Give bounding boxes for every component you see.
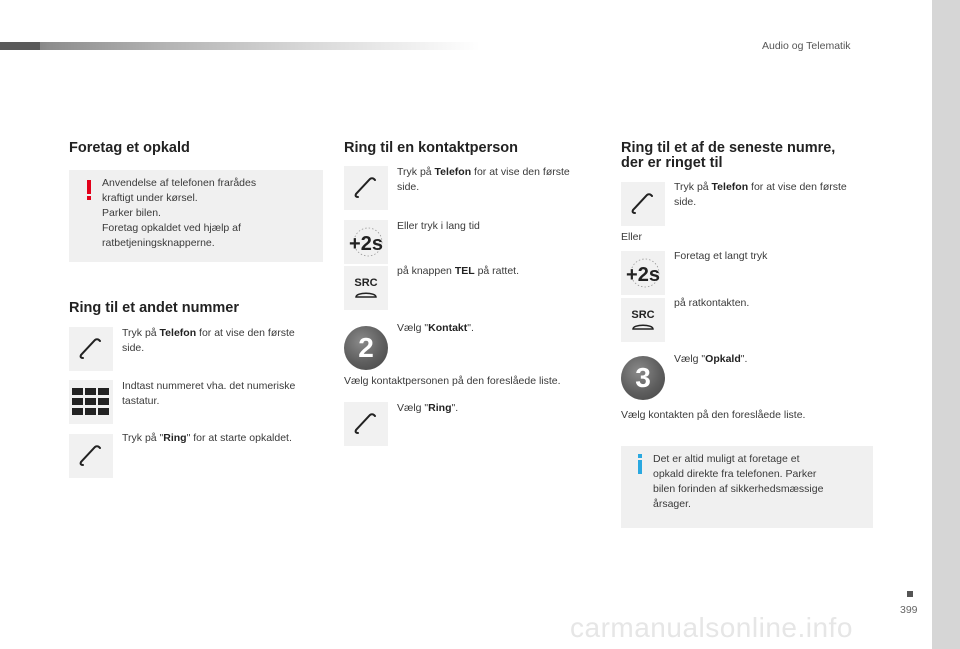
- phone-icon: [78, 443, 104, 469]
- long-press-icon-box: [344, 220, 388, 264]
- src-icon-box: [621, 298, 665, 342]
- phone-icon: [630, 191, 656, 217]
- text: Vælg ": [674, 353, 706, 365]
- title-line: Ring til et af de seneste numre,: [621, 140, 836, 156]
- phone-icon: [353, 175, 379, 201]
- src-label: SRC: [354, 276, 378, 289]
- text: Vælg ": [397, 322, 429, 334]
- warning-text: [102, 176, 317, 251]
- phone-icon-box: [69, 327, 113, 371]
- src-button-icon: [631, 310, 655, 331]
- text-bold: TEL: [454, 265, 475, 277]
- info-line: Det er altid muligt at foretage et: [653, 453, 800, 465]
- keypad-icon-box: [69, 380, 113, 424]
- header-gradient-bar: [0, 42, 480, 50]
- warning-line: ratbetjeningsknapperne.: [102, 237, 215, 249]
- col2-step5: Vælg kontaktpersonen på den foreslåede liste.: [344, 375, 561, 387]
- col3-step1: [674, 180, 879, 210]
- text: ".: [451, 402, 459, 414]
- text: for at vise den første: [196, 327, 295, 339]
- col2-step4: [397, 321, 474, 336]
- src-label: SRC: [631, 308, 655, 321]
- col2-step6: [397, 401, 458, 416]
- warning-line: Parker bilen.: [102, 207, 161, 219]
- page-number: 399: [900, 604, 918, 616]
- text: for at vise den første: [471, 166, 570, 178]
- src-button-icon: [354, 278, 378, 299]
- text-bold: Telefon: [159, 327, 197, 339]
- col1-title: Foretag et opkald: [69, 140, 190, 156]
- phone-icon-box: [344, 166, 388, 210]
- phone-icon: [78, 336, 104, 362]
- text: tastatur.: [122, 395, 160, 407]
- text: side.: [397, 181, 420, 193]
- col2-step1: [397, 165, 602, 195]
- section-header: Audio og Telematik: [762, 40, 851, 52]
- warning-line: Anvendelse af telefonen frarådes: [102, 177, 257, 189]
- plus2s-label: +2s: [349, 233, 383, 255]
- col1-step1: [122, 326, 327, 356]
- title-line: der er ringet til: [621, 155, 723, 171]
- text-bold: Telefon: [434, 166, 472, 178]
- long-press-icon-box: [621, 251, 665, 295]
- watermark: carmanualsonline.info: [570, 612, 853, 643]
- col3-step5: Vælg kontakten på den foreslåede liste.: [621, 409, 806, 421]
- text-bold: Telefon: [711, 181, 749, 193]
- header-bar-dark-segment: [0, 42, 40, 50]
- text: Tryk på: [674, 181, 712, 193]
- phone-icon-box: [621, 182, 665, 226]
- page-number-marker: [907, 591, 913, 597]
- text: ".: [467, 322, 474, 334]
- long-press-2s-icon: [621, 251, 665, 295]
- col2-step2: Eller tryk i lang tid: [397, 220, 480, 232]
- col3-title: [621, 141, 835, 171]
- info-line: bilen forinden af sikkerhedsmæssige: [653, 483, 824, 495]
- col1-step2: [122, 379, 332, 409]
- text-bold: Opkald: [705, 353, 741, 365]
- text: Indtast nummeret vha. det numeriske: [122, 380, 296, 392]
- warning-exclamation-icon: [86, 180, 92, 200]
- text: side.: [674, 196, 697, 208]
- phone-icon: [353, 411, 379, 437]
- warning-line: kraftigt under kørsel.: [102, 192, 198, 204]
- info-icon: [637, 454, 643, 474]
- text: på knappen: [397, 265, 455, 277]
- step-number-badge: 3: [621, 356, 665, 400]
- text: for at vise den første: [748, 181, 847, 193]
- text-bold: Kontakt: [428, 322, 468, 334]
- text: Vælg ": [397, 402, 429, 414]
- col1-step3: [122, 431, 332, 446]
- col3-step4: [674, 352, 747, 367]
- text: ".: [740, 353, 748, 365]
- warning-line: Foretag opkaldet ved hjælp af: [102, 222, 241, 234]
- page-edge-strip: [932, 0, 960, 649]
- phone-icon-box: [344, 402, 388, 446]
- text: Tryk på ": [122, 432, 164, 444]
- text: Tryk på: [122, 327, 160, 339]
- col1-title2: Ring til et andet nummer: [69, 300, 239, 316]
- long-press-2s-icon: [344, 220, 388, 264]
- col2-title: Ring til en kontaktperson: [344, 140, 519, 156]
- col3-step2: Foretag et langt tryk: [674, 250, 768, 262]
- col2-step3: [397, 264, 519, 279]
- info-line: årsager.: [653, 498, 691, 510]
- text: Tryk på: [397, 166, 435, 178]
- text-bold: Ring: [428, 402, 452, 414]
- text-bold: Ring: [163, 432, 187, 444]
- col3-or: Eller: [621, 231, 643, 243]
- keypad-icon: [72, 388, 110, 416]
- text: " for at starte opkaldet.: [186, 432, 292, 444]
- text: side.: [122, 342, 145, 354]
- phone-icon-box: [69, 434, 113, 478]
- plus2s-label: +2s: [626, 264, 660, 286]
- info-box: [621, 446, 873, 528]
- step-number-badge: 2: [344, 326, 388, 370]
- warning-box: [69, 170, 323, 262]
- col3-step3: på ratkontakten.: [674, 297, 750, 309]
- info-text: [653, 452, 868, 512]
- src-icon-box: [344, 266, 388, 310]
- info-line: opkald direkte fra telefonen. Parker: [653, 468, 817, 480]
- text: på rattet.: [474, 265, 520, 277]
